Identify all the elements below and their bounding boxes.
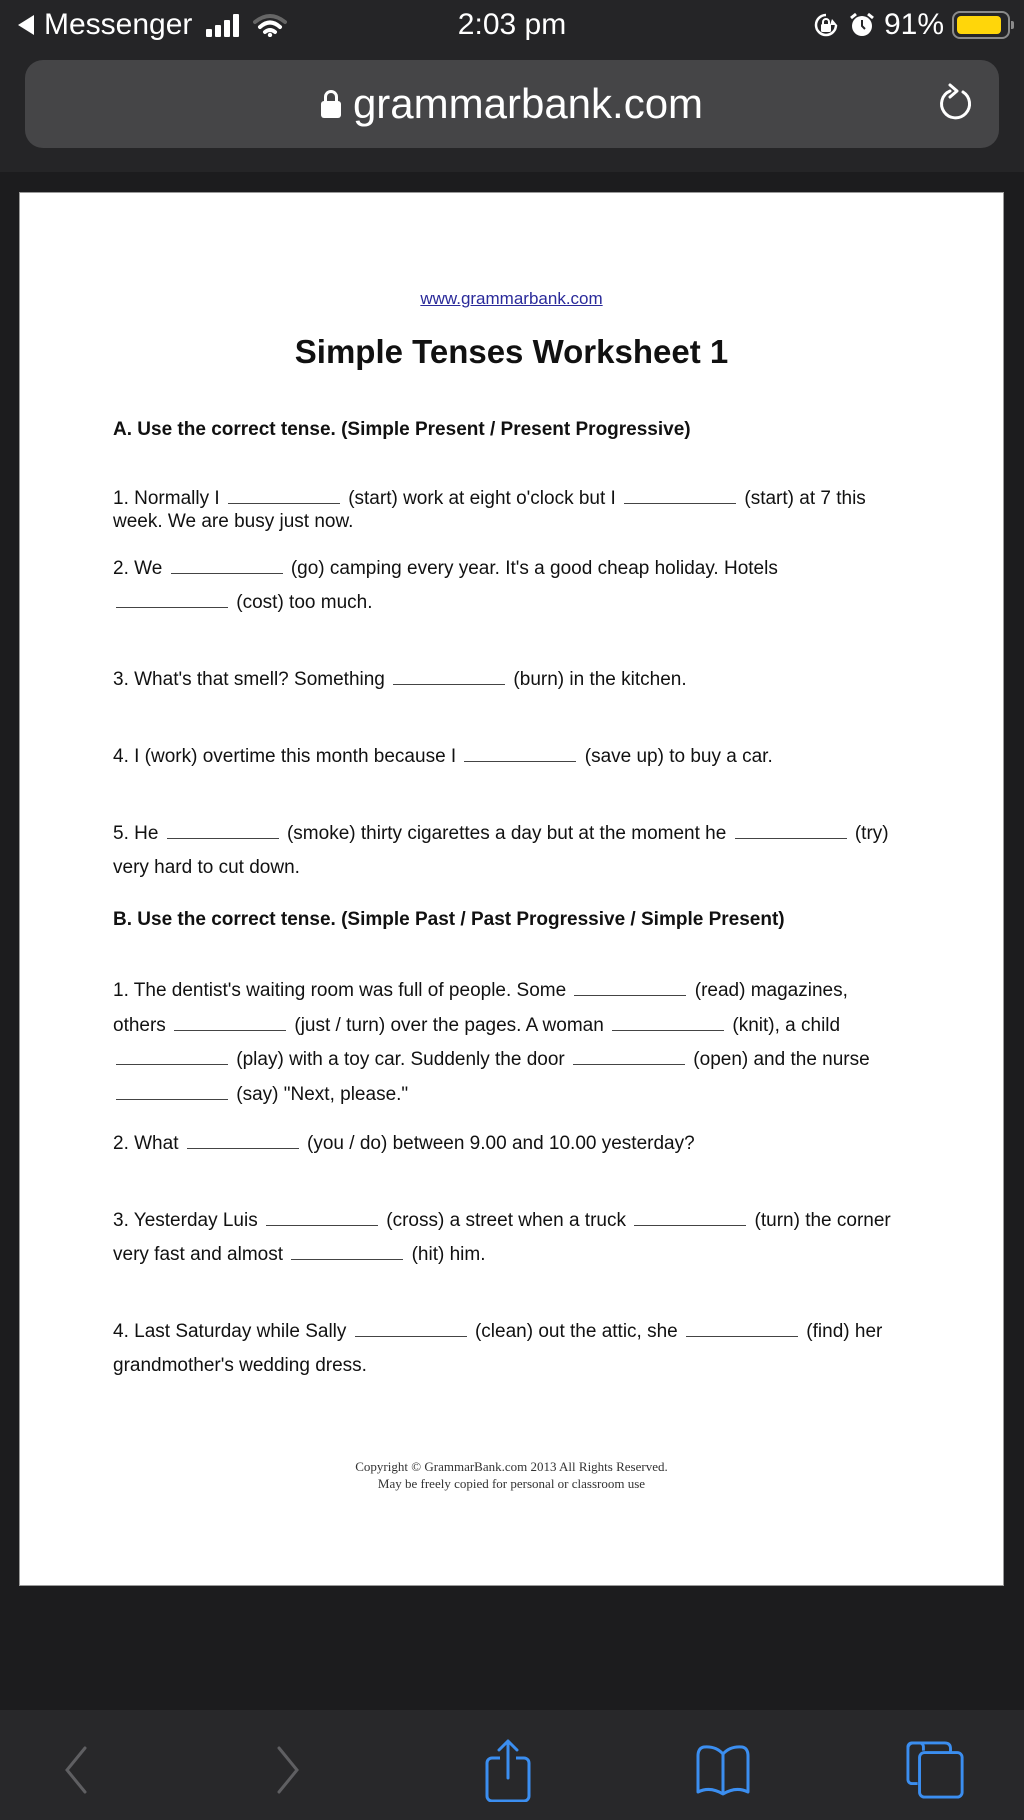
exercise-line [113,817,933,851]
exercise-line [113,1078,933,1113]
copyright-line-1: Copyright © GrammarBank.com 2013 All Rights Reserved. [355,1459,668,1474]
exercise-text: (turn) the corner [749,1210,891,1231]
exercise-text: (say) "Next, please." [231,1083,409,1105]
browser-header [0,52,1024,172]
exercise-line [113,1043,933,1078]
worksheet-page [20,193,1003,1585]
exercise-line [113,1315,933,1349]
chevron-left-icon [61,1745,91,1795]
exercise-line [113,851,933,885]
url-text[interactable]: grammarbank.com [352,80,704,127]
exercise-text: very hard to cut down. [113,857,300,878]
battery-icon [952,11,1010,39]
tabs-button[interactable] [906,1740,966,1800]
answer-blank [228,490,340,504]
exercise-text: (clean) out the attic, she [469,1321,684,1342]
answer-blank [187,1135,299,1149]
tabs-icon [906,1740,966,1800]
exercise-item [113,1315,933,1383]
answer-blank [116,1086,228,1100]
exercise-item [113,663,933,697]
copyright-line-2: May be freely copied for personal or classroom use [377,1476,646,1491]
rotation-lock-icon [812,11,840,39]
exercise-text: (find) her [801,1321,883,1342]
exercise-line [113,552,933,586]
exercise-line [113,974,933,1009]
exercise-text: (just / turn) over the pages. A woman [289,1014,610,1036]
exercise-item [113,974,933,1112]
answer-blank [174,1017,286,1031]
exercise-item [113,552,933,620]
page-title: Simple Tenses Worksheet 1 [294,333,729,370]
exercise-text: (save up) to buy a car. [579,746,773,767]
answer-blank [634,1212,746,1226]
answer-blank [464,748,576,762]
exercise-text: 3. What's that smell? Something [113,669,391,690]
exercise-text: (play) with a toy car. Suddenly the door [231,1049,571,1070]
exercise-item [113,487,933,533]
answer-blank [167,825,279,839]
answer-blank [291,1246,403,1260]
share-button[interactable] [478,1740,538,1800]
exercise-text: (start) work at eight o'clock but I [342,488,622,509]
answer-blank [171,560,283,574]
lock-icon [321,90,341,118]
answer-blank [686,1323,798,1337]
reload-icon[interactable] [933,82,977,126]
exercise-text: 1. The dentist's waiting room was full of people. Some [113,980,572,1001]
exercise-text: 3. Yesterday Luis [113,1210,263,1231]
exercise-text: 5. He [113,823,164,844]
battery-percent: 91% [883,8,944,41]
exercise-line [113,663,933,697]
forward-button[interactable] [258,1740,318,1800]
exercise-text: (cross) a street when a truck [381,1210,632,1231]
exercise-line [113,510,933,533]
status-bar [0,0,1024,52]
exercise-line [113,1238,933,1272]
exercise-text: (cost) too much. [231,592,373,613]
exercise-text: (read) magazines, [689,980,848,1001]
exercise-line [113,1349,933,1383]
exercise-text: (go) camping every year. It's a good cheap holiday. Hotels [285,558,778,579]
exercise-item [113,740,933,774]
exercise-text: 4. I (work) overtime this month because I [113,746,462,767]
exercise-line [113,1127,933,1161]
exercise-line [113,1009,933,1044]
answer-blank [574,982,686,996]
clock: 2:03 pm [457,8,567,41]
back-app-label: Messenger [44,8,193,41]
exercise-text: (open) and the nurse [688,1049,870,1070]
site-link[interactable]: www.grammarbank.com [420,289,603,308]
exercise-text: 2. We [113,558,168,579]
answer-blank [116,1051,228,1065]
exercise-text: (try) [849,823,889,844]
exercise-line [113,586,933,620]
exercise-text: (smoke) thirty cigarettes a day but at the moment he [281,823,732,844]
exercise-line [113,487,933,510]
chevron-right-icon [273,1745,303,1795]
alarm-icon [848,11,876,39]
browser-toolbar [0,1710,1024,1820]
exercise-text: week. We are busy just now. [113,511,354,532]
bookmarks-button[interactable] [693,1740,753,1800]
answer-blank [573,1051,685,1065]
answer-blank [116,594,228,608]
exercise-item [113,1204,933,1272]
exercise-text: 1. Normally I [113,488,225,509]
exercise-text: grandmother's wedding dress. [113,1355,367,1376]
share-icon [482,1738,534,1802]
answer-blank [624,490,736,504]
exercise-text: 4. Last Saturday while Sally [113,1321,352,1342]
answer-blank [612,1017,724,1031]
answer-blank [393,671,505,685]
exercise-text: 2. What [113,1133,184,1154]
exercise-text: (burn) in the kitchen. [508,669,687,690]
answer-blank [735,825,847,839]
exercise-text: others [113,1014,172,1036]
section-a-heading: A. Use the correct tense. (Simple Present / Present Progressive) [113,419,691,440]
exercise-text: very fast and almost [113,1244,289,1265]
exercise-text: (knit), a child [727,1014,841,1036]
section-b-heading: B. Use the correct tense. (Simple Past / Past Progressive / Simple Present) [113,909,785,930]
exercise-line [113,740,933,774]
exercise-item [113,817,933,885]
exercise-text: (you / do) between 9.00 and 10.00 yesterday? [301,1133,695,1154]
exercise-text: (start) at 7 this [739,488,866,509]
exercise-item [113,1127,933,1161]
exercise-line [113,1204,933,1238]
address-bar[interactable] [25,60,999,148]
copyright-notice [20,1458,1003,1492]
answer-blank [266,1212,378,1226]
back-button[interactable] [46,1740,106,1800]
exercise-text: (hit) him. [406,1244,486,1265]
book-icon [694,1744,752,1796]
answer-blank [355,1323,467,1337]
